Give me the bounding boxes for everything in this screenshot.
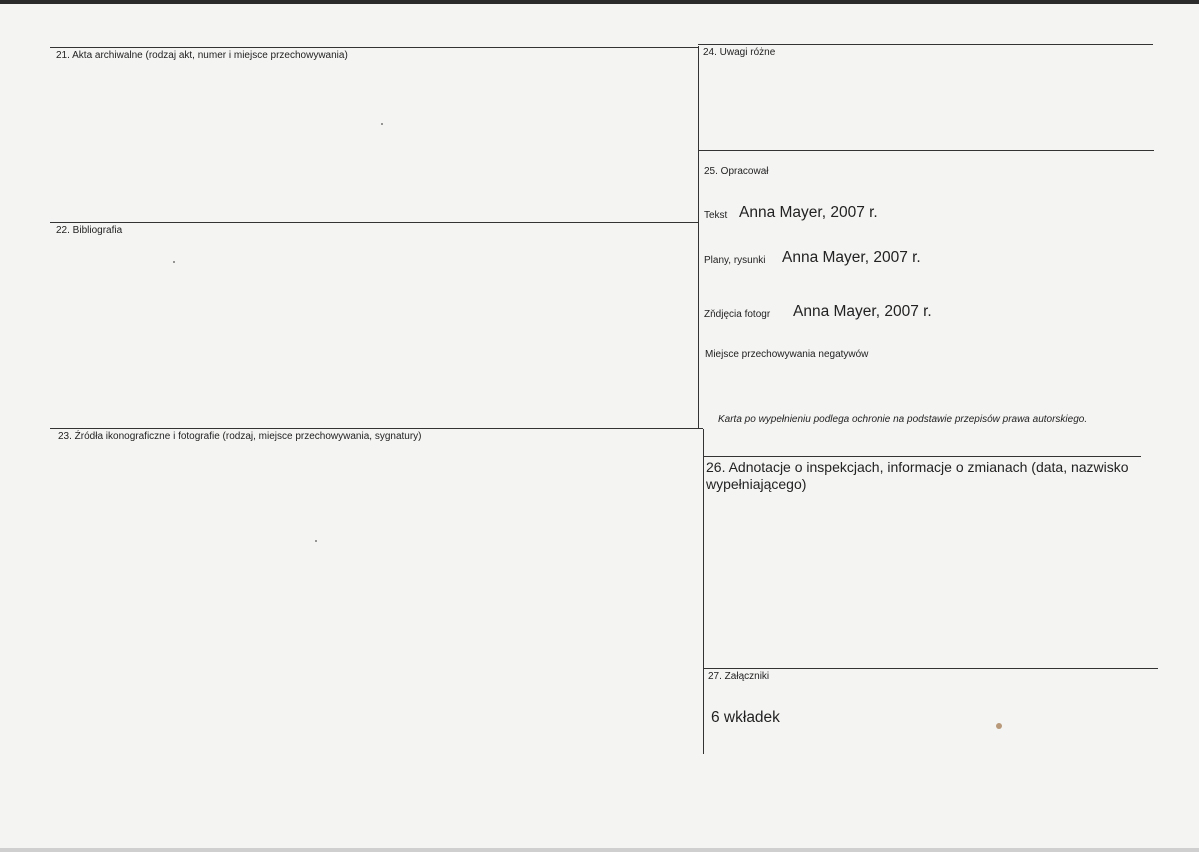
section-26-rule [703,456,1141,457]
section-26-title: 26. Adnotacje o inspekcjach, informacje o zmianach (data, nazwisko wypełniającego) [706,459,1129,492]
scan-speck [315,540,317,542]
section-25-title: 25. Opracował [704,166,769,177]
text-author-value: Anna Mayer, 2007 r. [739,204,878,221]
stain-mark [996,723,1002,729]
plans-author-value: Anna Mayer, 2007 r. [782,249,921,266]
scan-bottom-edge [0,848,1199,852]
section-27-rule [703,668,1158,669]
scan-speck [173,261,175,263]
section-25-rule [698,150,1154,151]
plans-author-label: Plany, rysunki [704,255,766,266]
copyright-note: Karta po wypełnieniu podlega ochronie na podstawie przepisów prawa autorskiego. [718,414,1088,425]
photos-author-label: Zňdjęcia fotogr [704,309,771,320]
section-22-title: 22. Bibliografia [56,225,123,236]
negatives-location-label: Miejsce przechowywania negatywów [705,349,869,360]
section-27-title: 27. Załączniki [708,671,770,682]
section-23-rule [50,428,703,429]
section-21-rule [50,47,698,48]
photos-author-value: Anna Mayer, 2007 r. [793,303,932,320]
attachments-value: 6 wkładek [711,709,780,726]
column-divider-lower [703,429,704,754]
scan-top-edge [0,0,1199,4]
section-24-title: 24. Uwagi różne [703,47,776,58]
section-24-rule [698,44,1153,45]
section-23-title: 23. Źródła ikonograficzne i fotografie (rodzaj, miejsce przechowywania, sygnatury) [58,431,422,442]
scan-speck [381,123,383,125]
section-21-title: 21. Akta archiwalne (rodzaj akt, numer i miejsce przechowywania) [56,50,348,61]
column-divider-upper [698,46,699,429]
text-author-label: Tekst [704,210,728,221]
section-22-rule [50,222,698,223]
